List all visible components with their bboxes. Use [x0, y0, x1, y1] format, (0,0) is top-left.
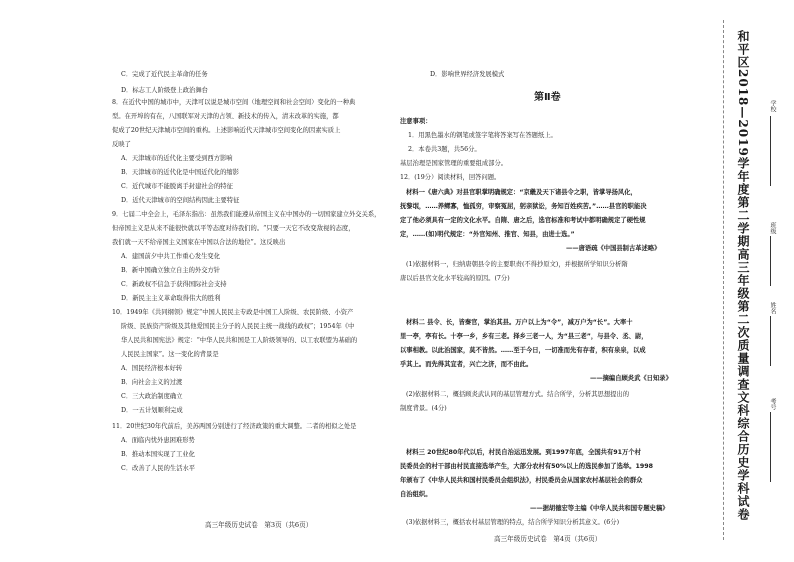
left-line: 人民民主国家”。这一变化的背景是 — [121, 351, 219, 358]
number-field[interactable] — [770, 412, 771, 482]
left-line: D．近代天津城市的空间结构因此主要特征 — [121, 197, 240, 204]
question-12-1-cont: 唐以后县官文化水平较高的原因。(7分) — [400, 275, 510, 282]
material-1-line: 材料一《唐六典》对县官职掌明确规定：“京畿及天下诸县令之职，皆掌导扬风化， — [406, 189, 637, 196]
material-2-line: 乎其上。而先得其宜者，兴亡之济，而不由此。 — [400, 361, 533, 368]
left-line: 9．七届二中全会上，毛泽东指出：虽然我们能遵从帝国主义在中国办的一切国家建立外交关系， — [112, 211, 381, 218]
name-label-text: 姓名 — [769, 302, 776, 314]
class-label-text: 班级 — [769, 222, 776, 234]
question-12-2: (2)依据材料二，概括顾炎武认同的基层管理方式。结合所学，分析其思想提出的 — [406, 391, 630, 398]
left-line: 型。在开埠的有在，八国联军对天津的占领、新技术的传入，清末改革的实施，都 — [112, 113, 339, 120]
material-2-line: 以事相教。以此治国家，莫不皆然。……至于今日，一切准而先有存者，积有泉泉，以成 — [400, 347, 646, 354]
left-line: 11．20世纪30年代前后，美苏两国分别进行了经济政策的重大调整。二者的相似之处是 — [112, 423, 357, 430]
name-label — [768, 302, 777, 314]
question-12-3: (3)依据材料三，概括农村基层管理的特点，结合所学知识分析其意义。(6分) — [406, 519, 620, 526]
left-line: C．三大政治制度确立 — [121, 393, 183, 400]
number-label — [768, 398, 777, 410]
material-1-line: 定，……(如)明代规定：“外官知州、推官、知县，由进士选。” — [400, 231, 575, 238]
left-line: 10．1949年《共同纲领》规定“中国人民民主专政是中国工人阶级、农民阶级、小资产 — [112, 309, 354, 316]
material-3-line: 年颁布了《中华人民共和国村民委员会组织法》，村民委员会从国家农村基层社会的群众 — [400, 477, 643, 484]
material-1-source: ——唐语疏《中国县制古革述略》 — [566, 245, 661, 252]
left-line: C．改善了人民的生活水平 — [121, 465, 196, 472]
left-line: D．新民主主义革命取得伟大的胜利 — [121, 295, 221, 302]
school-field[interactable] — [770, 116, 771, 186]
right-footer: 高三年级历史试卷 第4页（共6页） — [494, 535, 602, 543]
left-line: A．面临内忧外患困难形势 — [121, 437, 195, 444]
notice-line: 1．用黑色墨水的钢笔或签字笔将答案写在答题纸上。 — [408, 132, 557, 139]
notice-line: 基层治理是国家管理的重要组成部分。 — [400, 160, 508, 167]
left-line: 反映了 — [112, 141, 131, 148]
material-3-line: 材料三 20世纪80年代以后，村民自治运迅发展。到1997年底，全国共有91万个村 — [406, 449, 641, 456]
left-line: D．一五计划顺利完成 — [121, 407, 183, 414]
number-label-text: 考号 — [769, 398, 776, 410]
question-12-2-cont: 制度背景。(4分) — [400, 405, 447, 412]
left-line: B．推动本国实现了工业化 — [121, 451, 195, 458]
left-line: 我们就一天不给帝国主义国家在中国以合法的地位”。这反映出 — [112, 239, 286, 246]
left-footer: 高三年级历史试卷 第3页（共6页） — [205, 521, 313, 529]
material-2-line: 材料二 县令、长，皆秦官，掌治其县。万户以上为“令”，减万户为“长”。大率十 — [406, 319, 633, 326]
left-line: A．天津城市的近代化主要受到西方影响 — [121, 155, 233, 162]
left-line: 但帝国主义是从来不能很快就以平等态度对待我们的。“只要一天它不改变敌视的态度， — [112, 225, 355, 232]
left-line: B．向社会主义的过渡 — [121, 379, 183, 386]
left-line: 华人民共和国宪法》规定：“中华人民共和国是工人阶级领导的、以工农联盟为基础的 — [121, 337, 358, 344]
class-field[interactable] — [770, 236, 771, 286]
right-column — [400, 0, 720, 562]
left-line: A．国民经济根本好转 — [121, 365, 183, 372]
section-title: 第Ⅱ卷 — [534, 92, 561, 103]
left-line: B．新中国确立独立自主的外交方针 — [121, 267, 221, 274]
binding-line — [723, 20, 725, 540]
class-label — [768, 222, 777, 234]
material-2-source: ——摘编自顾炎武《日知录》 — [590, 375, 672, 382]
left-line: B．天津城市的近代化是中国近代化的缩影 — [121, 169, 239, 176]
material-3-source: ——据胡德宏等主编《中华人民共和国专题史稿》 — [530, 505, 669, 512]
notice-line: 2．本卷共3题，共56分。 — [408, 146, 481, 153]
left-line: C．完成了近代民主革命的任务 — [121, 71, 208, 78]
school-label-text: 学校 — [769, 100, 776, 112]
name-field[interactable] — [770, 316, 771, 366]
material-2-line: 里一亭，亭有长。十亭一乡，乡有三老。择乡三老一人，为“县三老”，与县令、丞、尉， — [400, 333, 648, 340]
option-d: D．影响世界经济发展模式 — [430, 71, 505, 78]
question-12-1: (1)依据材料一，归纳唐朝县令的主要职责(不得抄原文)，并根据所学知识分析隋 — [406, 261, 628, 268]
notice-title: 注意事项： — [400, 118, 432, 125]
left-line: A．建国前夕中共工作重心发生变化 — [121, 253, 221, 260]
binding-title: 和平区2018—2019学年度第二学期高三年级第二次质量调查文科综合历史学科试卷 — [736, 30, 750, 521]
left-line: C．新政权不信急于获得国际社会支持 — [121, 281, 227, 288]
left-line: D．标志工人阶级登上政治舞台 — [121, 87, 208, 94]
question-12: 12．(19分）阅读材料，回答问题。 — [400, 174, 501, 181]
school-label — [768, 100, 777, 112]
material-1-line: 定了他必须具有一定的文化水平。自隋、唐之后，选官标准和考试中都明确规定了硬性规 — [400, 217, 646, 224]
material-1-line: 抚黎氓，……养鳏寡，恤孤穷，审察冤屈，躬亲狱讼，务知百姓疾苦。”……县官的职能决 — [400, 203, 647, 210]
left-line: 促成了20世纪天津城市空间的重构。上述影响近代天津城市空间变化的因素实质上 — [112, 127, 341, 134]
left-line: C．近代城市不能脱离手封建社会的特征 — [121, 183, 233, 190]
left-line: 阶级、民族资产阶级及其他爱国民主分子的人民民主统一战线的政权”；1954年《中 — [121, 323, 355, 330]
material-3-line: 民委员会的村干部由村民直接选举产生，大部分农村有50%以上的选民参加了选举。1998 — [400, 463, 653, 470]
material-3-line: 自治组织。 — [400, 491, 432, 498]
left-line: 8．在近代中国的城市中，天津可以说是城市空间（地理空间和社会空间）变化的一种典 — [112, 99, 356, 106]
